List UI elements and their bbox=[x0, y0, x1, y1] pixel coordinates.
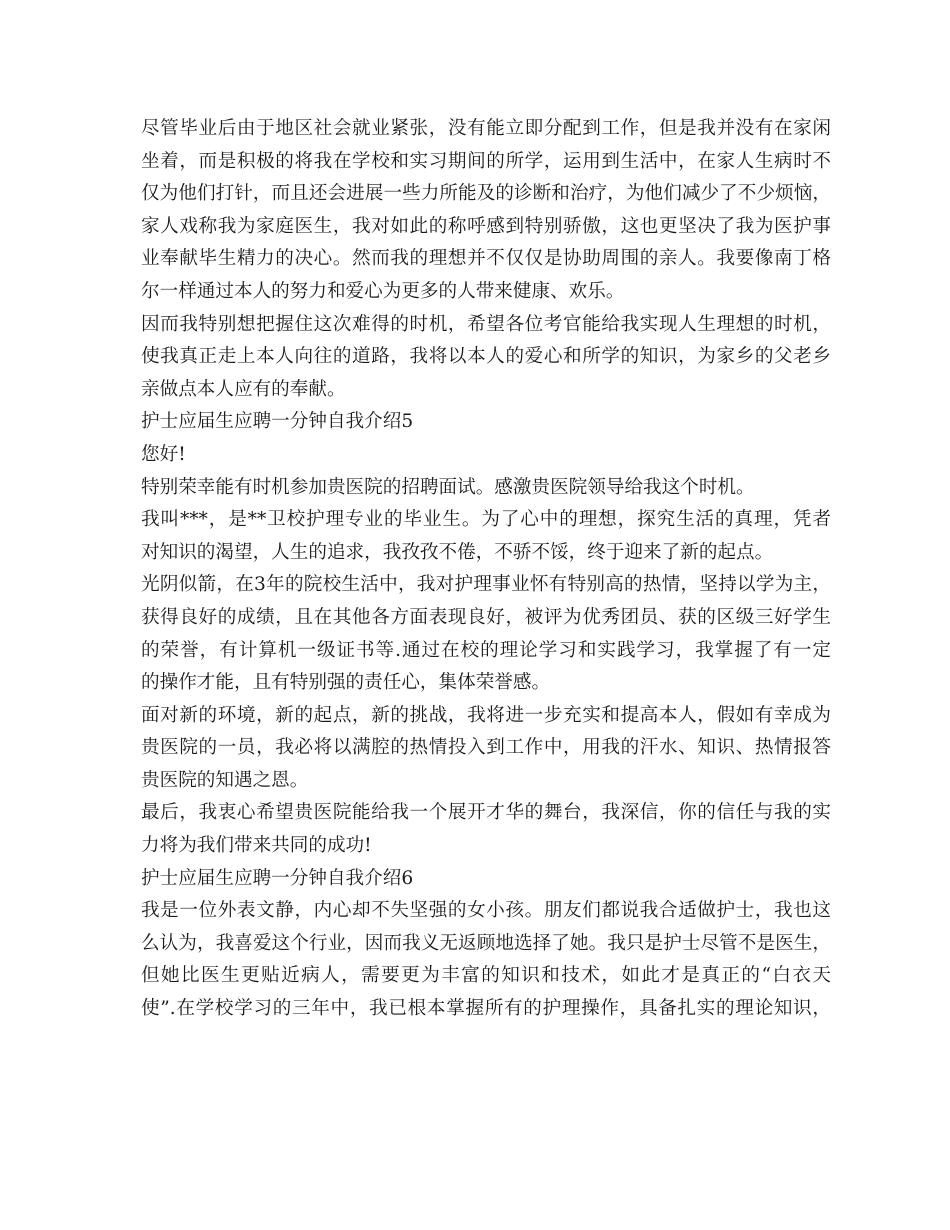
document-body bbox=[141, 113, 831, 1026]
text-line: 护士应届生应聘一分钟自我介绍5 bbox=[141, 411, 414, 433]
text-line: 对知识的渴望，人生的追求，我孜孜不倦，不骄不馁，终于迎来了新的起点。 bbox=[141, 541, 774, 563]
text-line: 因而我特别想把握住这次难得的时机，希望各位考官能给我实现人生理想的时机， bbox=[141, 313, 831, 335]
text-line: 贵医院的一员，我必将以满腔的热情投入到工作中，用我的汗水、知识、热情报答 bbox=[141, 737, 831, 759]
text-line: 仅为他们打针，而且还会进展一些力所能及的诊断和治疗，为他们减少了不少烦恼， bbox=[141, 183, 831, 205]
text-line: 我叫***，是**卫校护理专业的毕业生。为了心中的理想，探究生活的真理，凭者 bbox=[141, 509, 831, 531]
text-line: 么认为，我喜爱这个行业，因而我义无返顾地选择了她。我只是护士尽管不是医生， bbox=[141, 932, 831, 954]
text-line: 的荣誉，有计算机一级证书等.通过在校的理论学习和实践学习，我掌握了有一定 bbox=[141, 639, 831, 661]
text-line: 家人戏称我为家庭医生，我对如此的称呼感到特别骄傲，这也更坚决了我为医护事 bbox=[141, 215, 831, 237]
text-line: 您好! bbox=[141, 443, 186, 465]
text-line: 我是一位外表文静，内心却不失坚强的女小孩。朋友们都说我合适做护士，我也这 bbox=[141, 900, 831, 922]
text-line: 但她比医生更贴近病人，需要更为丰富的知识和技术，如此才是真正的“白衣天 bbox=[141, 965, 831, 987]
text-line: 光阴似箭，在3年的院校生活中，我对护理事业怀有特别高的热情，坚持以学为主， bbox=[141, 574, 831, 596]
text-line: 使”.在学校学习的三年中，我已根本掌握所有的护理操作，具备扎实的理论知识， bbox=[141, 998, 831, 1020]
text-line: 护士应届生应聘一分钟自我介绍6 bbox=[141, 867, 414, 889]
text-line: 特别荣幸能有时机参加贵医院的招聘面试。感激贵医院领导给我这个时机。 bbox=[141, 476, 755, 498]
text-line: 贵医院的知遇之恩。 bbox=[141, 769, 309, 791]
text-line: 亲做点本人应有的奉献。 bbox=[141, 378, 346, 400]
text-line: 最后，我衷心希望贵医院能给我一个展开才华的舞台，我深信，你的信任与我的实 bbox=[141, 802, 831, 824]
text-line: 尽管毕业后由于地区社会就业紧张，没有能立即分配到工作，但是我并没有在家闲 bbox=[141, 118, 831, 139]
text-line: 的操作才能，且有特别强的责任心，集体荣誉感。 bbox=[141, 672, 551, 694]
text-line: 面对新的环境，新的起点，新的挑战，我将进一步充实和提高本人，假如有幸成为 bbox=[141, 704, 831, 726]
text-line: 力将为我们带来共同的成功! bbox=[141, 835, 372, 857]
text-line: 获得良好的成绩，且在其他各方面表现良好，被评为优秀团员、获的区级三好学生 bbox=[141, 606, 831, 628]
text-line: 坐着，而是积极的将我在学校和实习期间的所学，运用到生活中，在家人生病时不 bbox=[141, 150, 831, 172]
text-line: 尔一样通过本人的努力和爱心为更多的人带来健康、欢乐。 bbox=[141, 280, 625, 302]
text-line: 业奉献毕生精力的决心。然而我的理想并不仅仅是协助周围的亲人。我要像南丁格 bbox=[141, 248, 831, 270]
text-line: 使我真正走上本人向往的道路，我将以本人的爱心和所学的知识，为家乡的父老乡 bbox=[141, 346, 831, 368]
